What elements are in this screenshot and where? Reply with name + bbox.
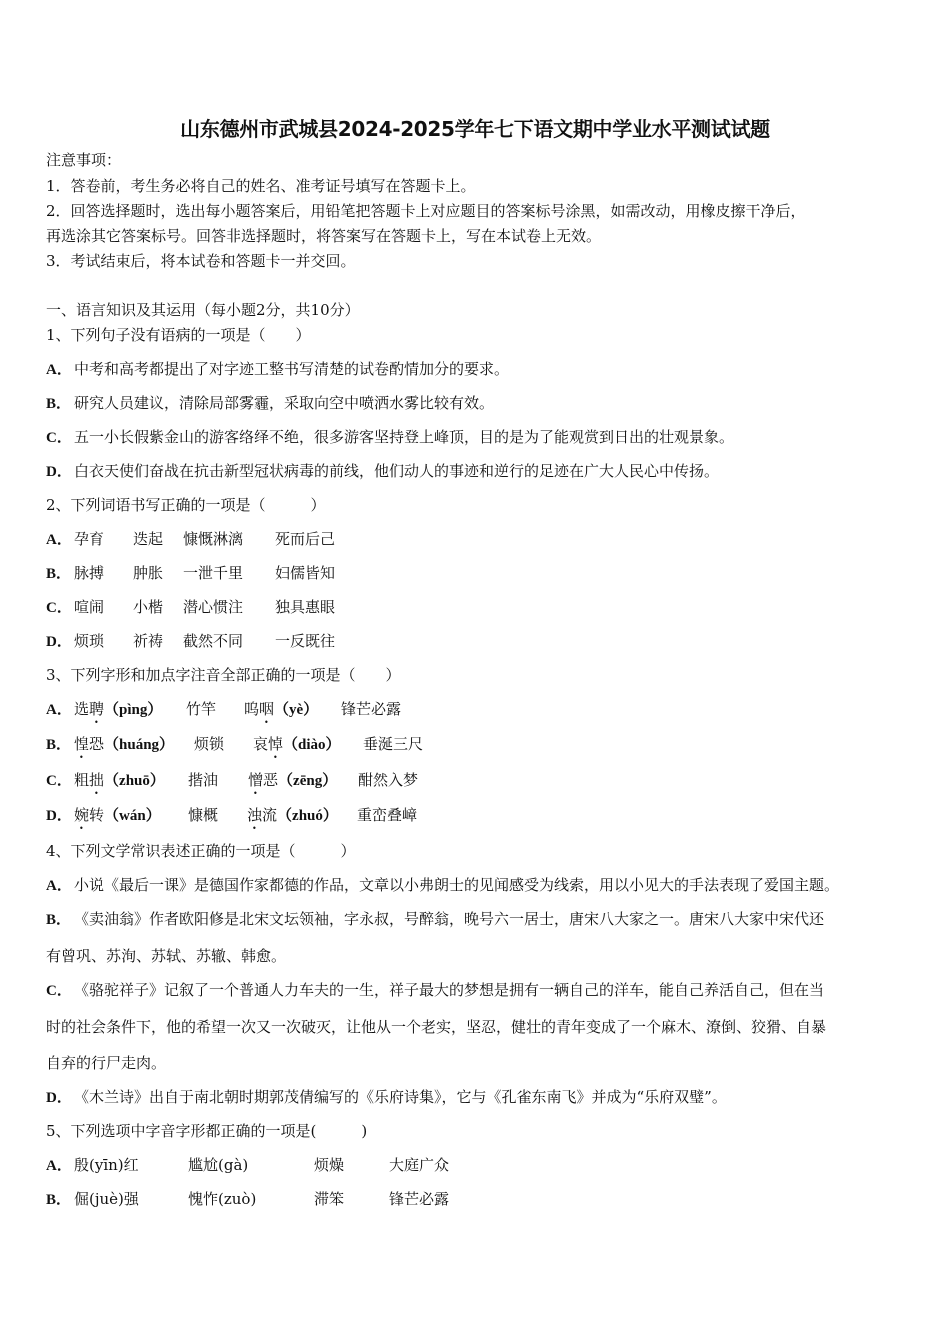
- option-letter: D．: [46, 808, 72, 824]
- option-letter: C．: [46, 430, 72, 446]
- option-letter: D．: [46, 634, 72, 650]
- word-char: 恐: [89, 735, 105, 753]
- notice-item: 2．回答选择题时，选出每小题答案后，用铅笔把答题卡上对应题目的答案标号涂黑，如需改动，用橡皮擦干净后，: [46, 202, 806, 220]
- option-word: [244, 699, 341, 727]
- notice-item: 1．答卷前，考生务必将自己的姓名、准考证号填写在答题卡上。: [46, 177, 476, 195]
- pinyin: （diào）: [283, 737, 341, 753]
- word-char: 恶: [263, 771, 279, 789]
- option-letter: D．: [46, 1090, 72, 1106]
- option-word: 死而后己: [275, 530, 336, 548]
- question-1-option-a: [46, 359, 509, 380]
- option-letter: C．: [46, 600, 72, 616]
- option-text: 研究人员建议，清除局部雾霾，采取向空中喷洒水雾比较有效。: [74, 394, 495, 412]
- option-word: 截然不同: [183, 632, 244, 650]
- question-1-stem: 1、下列句子没有语病的一项是（ ）: [46, 326, 311, 344]
- option-text: 《卖油翁》作者欧阳修是北宋文坛领袖，字永叔，号醉翁，晚号六一居士，唐宋八大家之一。唐宋八大家中宋代还: [74, 910, 825, 928]
- question-1-option-c: [46, 427, 734, 448]
- option-word: 重峦叠嶂: [357, 806, 418, 824]
- option-word: 烦燥: [314, 1156, 345, 1174]
- question-4-option-b-cont: 有曾巩、苏洵、苏轼、苏辙、韩愈。: [46, 947, 287, 965]
- pinyin: （wán）: [104, 808, 161, 824]
- option-word: 烦锁: [194, 735, 225, 753]
- dotted-char: 悼: [268, 735, 284, 753]
- dotted-char: 婉: [74, 806, 90, 824]
- question-1-option-d: [46, 461, 719, 482]
- word-char: 流: [262, 806, 278, 824]
- question-2-stem: 2、下列词语书写正确的一项是（ ）: [46, 496, 326, 514]
- question-4-option-c-cont: 时的社会条件下，他的希望一次又一次破灭，让他从一个老实，坚忍，健壮的青年变成了一个麻木、潦倒、狡猾、自暴: [46, 1018, 827, 1036]
- notice-item: 3．考试结束后，将本试卷和答题卡一并交回。: [46, 252, 356, 270]
- question-5-stem: 5、下列选项中字音字形都正确的一项是( ): [46, 1122, 368, 1140]
- option-word: 殷(yīn)红: [74, 1156, 139, 1174]
- option-word: 锋芒必露: [341, 700, 402, 718]
- question-2-option-c: [46, 597, 335, 618]
- question-3-option-d: [46, 805, 417, 833]
- option-letter: A．: [46, 532, 72, 548]
- option-letter: D．: [46, 464, 72, 480]
- question-2-option-d: [46, 631, 335, 652]
- pinyin: （zhuó）: [277, 808, 338, 824]
- dotted-char: 咽: [259, 700, 275, 718]
- option-text: 《骆驼祥子》记叙了一个普通人力车夫的一生，祥子最大的梦想是拥有一辆自己的洋车，能自己养活自己，但在当: [74, 981, 825, 999]
- option-word: 一反既往: [275, 632, 336, 650]
- dotted-char: 惶: [74, 735, 90, 753]
- question-2-option-b: [46, 563, 335, 584]
- option-word: 小楷: [133, 598, 164, 616]
- option-word: 孕育: [74, 530, 105, 548]
- word-char: 呜: [244, 700, 260, 718]
- option-word: [74, 770, 188, 798]
- question-5-option-a: [46, 1155, 449, 1176]
- option-word: 倔(juè)强: [74, 1190, 139, 1208]
- option-word: 慷慨淋漓: [183, 530, 244, 548]
- option-word: 酣然入梦: [358, 771, 419, 789]
- question-2-option-a: [46, 529, 335, 550]
- option-word: [248, 770, 358, 798]
- option-text: 小说《最后一课》是德国作家都德的作品，文章以小弗朗士的见闻感受为线索，用以小见大的手法表现了爱国主题。: [74, 876, 840, 894]
- option-word: 喧闹: [74, 598, 105, 616]
- option-word: 竹竿: [186, 700, 217, 718]
- option-word: [74, 699, 186, 727]
- option-word: [74, 805, 188, 833]
- notice-item: 再选涂其它答案标号。回答非选择题时，将答案写在答题卡上，写在本试卷上无效。: [46, 227, 602, 245]
- dotted-char: 拙: [89, 771, 105, 789]
- option-word: 尴尬(gà): [188, 1156, 249, 1174]
- question-3-option-a: [46, 699, 401, 727]
- option-letter: A．: [46, 878, 72, 894]
- page-title: 山东德州市武城县2024-2025学年七下语文期中学业水平测试试题: [180, 117, 770, 141]
- option-word: [74, 734, 194, 762]
- question-4-option-c-cont: 自弃的行尸走肉。: [46, 1054, 167, 1072]
- option-word: 大庭广众: [389, 1156, 450, 1174]
- option-word: 慷概: [188, 806, 219, 824]
- option-word: 垂涎三尺: [363, 735, 424, 753]
- word-char: 转: [89, 806, 105, 824]
- dotted-char: 聘: [89, 700, 105, 718]
- word-char: 哀: [253, 735, 269, 753]
- pinyin: （zhuō）: [104, 773, 165, 789]
- option-word: 滞笨: [314, 1190, 345, 1208]
- option-word: [253, 734, 363, 762]
- option-word: 揩油: [188, 771, 219, 789]
- section-heading: 一、语言知识及其运用（每小题2分，共10分）: [46, 301, 360, 319]
- question-4-option-b: [46, 909, 824, 930]
- option-letter: B．: [46, 566, 72, 582]
- option-word: 迭起: [133, 530, 164, 548]
- option-letter: C．: [46, 983, 72, 999]
- dotted-char: 憎: [248, 771, 264, 789]
- pinyin: （huáng）: [104, 737, 175, 753]
- option-word: 妇儒皆知: [275, 564, 336, 582]
- question-4-option-a: [46, 875, 839, 896]
- question-5-option-b: [46, 1189, 449, 1210]
- question-4-stem: 4、下列文学常识表述正确的一项是（ ）: [46, 842, 356, 860]
- option-letter: A．: [46, 1158, 72, 1174]
- option-word: 肿胀: [133, 564, 164, 582]
- word-char: 粗: [74, 771, 90, 789]
- pinyin: （zēng）: [278, 773, 338, 789]
- option-word: 潜心惯注: [183, 598, 244, 616]
- option-word: 烦琐: [74, 632, 105, 650]
- pinyin: （yè）: [274, 702, 319, 718]
- option-letter: A．: [46, 702, 72, 718]
- option-word: 祈祷: [133, 632, 164, 650]
- pinyin: （pìng）: [104, 702, 163, 718]
- question-3-option-b: [46, 734, 423, 762]
- option-letter: B．: [46, 396, 72, 412]
- question-4-option-c: [46, 980, 824, 1001]
- option-text: 《木兰诗》出自于南北朝时期郭茂倩编写的《乐府诗集》，它与《孔雀东南飞》并成为“乐府双璧”。: [74, 1088, 727, 1106]
- question-1-option-b: [46, 393, 494, 414]
- option-text: 中考和高考都提出了对字迹工整书写清楚的试卷酌情加分的要求。: [74, 360, 510, 378]
- word-char: 选: [74, 700, 90, 718]
- question-3-stem: 3、下列字形和加点字注音全部正确的一项是（ ）: [46, 666, 401, 684]
- option-letter: B．: [46, 1192, 72, 1208]
- question-3-option-c: [46, 770, 418, 798]
- option-letter: B．: [46, 912, 72, 928]
- option-letter: A．: [46, 362, 72, 378]
- question-4-option-d: [46, 1087, 727, 1108]
- dotted-char: 浊: [247, 806, 263, 824]
- notice-heading: 注意事项：: [46, 151, 122, 169]
- option-word: 愧怍(zuò): [188, 1190, 257, 1208]
- option-word: 锋芒必露: [389, 1190, 450, 1208]
- option-text: 五一小长假紫金山的游客络绎不绝，很多游客坚持登上峰顶，目的是为了能观赏到日出的壮观景象。: [74, 428, 735, 446]
- option-letter: B．: [46, 737, 72, 753]
- option-word: 独具惠眼: [275, 598, 336, 616]
- option-word: 脉搏: [74, 564, 105, 582]
- option-word: [247, 805, 357, 833]
- option-text: 白衣天使们奋战在抗击新型冠状病毒的前线，他们动人的事迹和逆行的足迹在广大人民心中传扬。: [74, 462, 720, 480]
- option-word: 一泄千里: [183, 564, 244, 582]
- option-letter: C．: [46, 773, 72, 789]
